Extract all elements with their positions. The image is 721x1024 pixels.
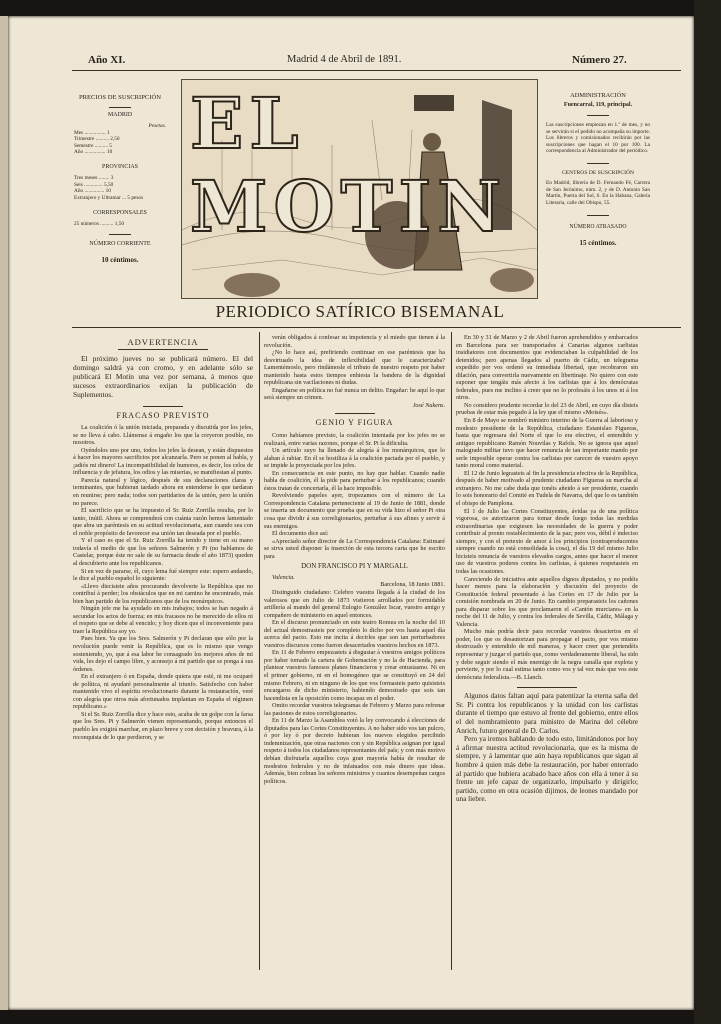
paragraph: Revolviendo papeles ayer, tropezamos con el número de La Correspondencia Catalana perteneciente al 19 de Junio de 1881, donde se inserta un documento que prueba que en su vida hizo el señor Pi otra cosa que dividir á sus correligionarios, perturbar á sus afines y servir á sus enemigos. <box>264 492 445 530</box>
price-row: Seis .............. 5,50 <box>74 181 114 188</box>
paragraph: La coalición ó la unión iniciada, preparada y discutida por los jefes, se no lleva á cabo. Llámense á engaño los que la creyeron posible, no nosotros. <box>73 424 253 447</box>
current-issue-price: 10 céntimos. <box>101 255 139 264</box>
masthead-illustration <box>181 79 538 299</box>
paragraph: Omito recordar vuestros telegramas de Febrero y Marzo para refrenar las pasiones de estos correligionarios. <box>264 702 445 717</box>
price-row: Año ............... 10 <box>74 188 111 195</box>
centros-label: CENTROS DE SUSCRIPCIÓN <box>561 169 635 176</box>
madrid-prices <box>74 130 166 156</box>
header-rule <box>72 70 681 71</box>
paragraph: Pero ya iremos hablando de todo esto, limitándonos por hoy á afirmar nuestra actitud revolucionaria, que es la misma de siempre, y á lamentar que aún haya republicanos que sigan al hombre á quien más debe la restauración, por haber enterrado al partido que hubiera acabado hace años con ella á tener á su frente un jefe capaz de organizarlo, impulsarlo y dirigirlo; partido, como en otra ocasión dijimos, de leones mandado por una liebre. <box>456 735 638 804</box>
signature: José Nakens. <box>412 401 445 409</box>
issue-number: Número 27. <box>572 54 627 66</box>
paragraph: Como habíamos previsto, la coalición intentada por los jefes no se realizará, entre varias razones, porque el Sr. Pi la dificulta. <box>264 432 445 447</box>
column-3 <box>456 334 638 970</box>
pesetas-label: Pesetas. <box>148 123 166 129</box>
madrid-label: MADRID <box>107 112 133 118</box>
subscription-title: PRECIOS DE SUSCRIPCIÓN <box>78 94 162 101</box>
column-divider <box>259 332 260 970</box>
subscription-box <box>74 94 166 264</box>
paragraph: Pues bien. Ya que los Sres. Salmerón y Pi declaran que sólo por la revolución puede venir la República, que es lo mismo que vengo sosteniendo, yo, que á esa labor he consagrado los mejores años de mi vida, les dejo el campo libre, y aconsejo á mi partido que se ponga á sus órdenes. <box>73 635 253 673</box>
issue-date: Madrid 4 de Abril de 1891. <box>287 54 402 65</box>
masthead-rule <box>72 327 681 328</box>
column-2 <box>264 334 445 970</box>
paragraph: Ningún jefe me ha ayudado en mis trabajos; todos se han negado á secundar los actos de fuerza; en mis fracasos no he merecido de ellos ni el respeto que se debe al vencido; y hoy dicen que el inconveniente para traer la República soy yo. <box>73 605 253 635</box>
paragraph: El 1 de Julio las Cortes Constituyentes, ávidas ya de una política vigorosa, os autorizaron para tomar desde luego todas las medidas extraordinarias que exigiesen las necesidades de la guerra y poder contribuir al pronto restablecimiento de la paz; pero vos, débil é indeciso siempre, y con el pretexto de amor á los principios (contraproducentes siempre cuando no está consolidada la cosa), el día 19 del mismo Julio hicisteis renuncia de vuestros elevados cargos, antes que hacer el menor uso de vuestros poderes contra los carlistas, á quienes respetasteis en todas las ocasiones. <box>456 507 638 575</box>
letter-place: Valencia. <box>272 573 295 581</box>
paragraph: verán obligados á confesar su impotencia y el miedo que tienen á la revolución. <box>264 334 445 349</box>
letter-dateline: Barcelona, 18 Junio 1881. <box>380 581 445 589</box>
price-row: Tres meses ........ 3 <box>74 174 114 181</box>
paragraph: El 12 de Junio legrasteis al fin la presidencia efectiva de la República, después de haber motivado al prudente ciudadano Figueras su marcha al extranjero. No me cabe duda que tonéis añeido á ser presidente, cuando lo sois honorario del Comité en Tudela de Navarra, del que lo es también el obispo de Pamplona. <box>456 469 638 508</box>
corresponsales-price: 25 números .......... 1,50 <box>74 221 125 228</box>
masthead-subtitle: PERIODICO SATÍRICO BISEMANAL <box>215 302 505 321</box>
paragraph: Distinguido ciudadano: Celebro vuestra llegada á la ciudad de los valerosos que en Julio de 1873 vistieron arrollados por formidable artillería al mando del general Eulogio González Iscar, vuestro amigo y compañero de ministerio en aquel entonces. <box>264 588 445 619</box>
price-row: Año ................ 10 <box>74 149 113 156</box>
divider <box>517 687 577 688</box>
divider <box>335 413 375 414</box>
paragraph: Y el caso es que el Sr. Ruiz Zorrilla ha tenido y tiene en su mano todavía el medio de que los señores Salmerón y Pi (no hablamos de Castelar, porque éste no sale de su farmacia desde el año 1873) queden al descubierto ante los republicanos. <box>73 537 253 567</box>
divider <box>587 115 609 116</box>
divider <box>109 107 131 108</box>
paragraph: En 11 de Marzo la Asamblea votó la ley convocando á elecciones de diputados para las Cortes Constituyentes. A no haber sido vos tan pulcro, ó por ley ó por decreto hubieran los nuevos elegidos percibido indemnización, que otras naciones con y sin República asignan por igual respeto á todos los ciudadanos representantes del país; y con más motivo debían disfrutarla aquellos cuya gran mayoría había de resultar de modestos federales y no de infatuados con más dinero que ideas. Además, bien cobran los señores ministros y cuantos desempeñan cargos políticos. <box>264 717 445 785</box>
column-1 <box>73 334 253 970</box>
column-divider <box>451 332 452 970</box>
price-row: Semestre .......... 5 <box>74 142 112 149</box>
paragraph: Algunos datos faltan aquí para patentizar la eterna saña del Sr. Pi contra los republicanos y la unidad con los carlistas durante el tiempo que estuvo al frente del gobierno, entre ellos el del nombramiento para ministro de Marina del célebre Anrich, futuro general de D. Carlos. <box>456 692 638 735</box>
paragraph: En 30 y 31 de Marzo y 2 de Abril fueron aprehendidos y embarcados en Barcelona para ser transportados á Canarias algunos carlistas insidiatores con documentos que evidenciaban la culpabilidad de los detenidos; pero apenas llegados al puerto de Cádiz, un telegrama expedido por vos ordenó su inmediata libertad, que recobraron sin dilación, para convertirla nuevamente en libertinaje. No quiero con este suponer que tengáis más afecto á los carlistas que á los demócratas federales, pues me inclino á creer que no lo profesáis á los unos ni á los otros. <box>456 334 638 402</box>
administration-terms: Las suscripciones empiezan en 1.º de mes, y no se servirán si el pedido no acompaña su importe. Los libreros y comisionados recibirán por las suscripciones que hagan el 10 por 100. La correspondencia al Administrador del periódico. <box>546 122 650 155</box>
article-title: FRACASO PREVISTO <box>116 410 210 420</box>
paragraph: ¿No lo hace así, prefiriendo continuar en ese paréntesis que ha desvirtuado la idea de inflexibilidad que le caracterizaba? Lamentémoslo, pero rindámosle el tributo de nuestro respeto por haber mantenido hasta estos tiempos enhiesta la bandera de la dignidad republicana sin vacilaciones ni dudas. <box>264 349 445 387</box>
administration-box <box>546 92 650 247</box>
paragraph: En el discurso pronunciado en este teatro Romea en la noche del 10 del actual demostrasteis por completo lo dicho por vos hasta aquel día acerca del pacto. Esto me incita á decirles que son tan perturbadores vuestros discursos como fueron desacertados vuestros hechos en 1873. <box>264 619 445 649</box>
centros-text: En Madrid, librería de D. Fernando Fé, Carrera de San Jerónimo, núm. 2, y de D. Antonio San Martín, Puerta del Sol, 6. En la Habana, Galería Literaria, calle del Obispo, 55. <box>546 179 650 206</box>
advert-title: ADVERTENCIA <box>127 337 199 347</box>
article-title: GENIO Y FIGURA <box>315 418 394 428</box>
paragraph: «Apreciado señor director de La Correspondencia Catalana: Estimaré se sirva usted disponer la inserción de esta tercera carta que he escrito para <box>264 537 445 560</box>
paragraph: En el extranjero ó en España, donde quiera que esté, ni me ocuparé de política, ni ayudaré personalmente al triunfo. Satisfecho con haber mantenido vivo el espíritu revolucionario durante la restauración, veré con alegría que otros más afortunados implantan en España el régimen republicano.» <box>73 673 253 711</box>
corresponsales-label: CORRESPONSALES <box>93 210 147 217</box>
provincias-prices <box>74 175 166 201</box>
paragraph: No considero prudente recordar lo del 23 de Abril, en cuyo día disteis pruebas de estar más pegado á la ley que el mismo «Moisés». <box>456 401 638 417</box>
scan-border <box>694 0 721 1024</box>
paragraph: Oyéndolos uno por uno, todos los jefes la desean, y están dispuestos á hacer los mayores sacrificios por alcanzarla. Pero se ponen al habla, y ¡adiós mi dinero! La incompatibilidad de humores, es decir, los celos de influencia y de jefatura, los odios y las miserias, se manifiestan al punto. <box>73 446 253 477</box>
price-row: Trimestre .......... 2,50 <box>74 136 120 143</box>
divider <box>143 406 183 407</box>
paragraph: En 8 de Mayo se nombró ministro interino de la Guerra al laborioso y modesto presidente de la República, ciudadano Estanislao Figueras, hasta que regresara del Norte el que lo era efectivo, el entendido y antiguo republicano Ramón Nouvilas y Rafols. No se ignora que aquel malogrado militar tuvo que hacer renuncia de tan importante mando por serle imposible operar contra los carlistas por carecer de vuestro apoyo tanto moral como material. <box>456 417 638 470</box>
divider <box>587 215 609 216</box>
price-row: Mes ................ 1 <box>74 129 110 136</box>
issue-year: Año XI. <box>88 54 126 66</box>
provincias-label: PROVINCIAS <box>101 163 138 170</box>
paragraph: Parecía natural y lógico, después de sus declaraciones claras y terminantes, que hubieran tardado ahora en entenderse lo que tardaran en reunirse; pero nada; todos son partidarios de la unión, pero la unión no parece. <box>73 476 253 507</box>
divider <box>587 163 609 164</box>
price-row: Extranjero y Ultramar ... 5 pesos <box>74 194 144 201</box>
letter-heading: DON FRANCISCO PI Y MARGALL <box>301 562 408 571</box>
paragraph: Si el Sr. Ruiz Zorrilla dice y hace esto, acaba de un golpe con la farsa que los Sres. Pi y Salmerón vienen representando, porque entonces el pueblo les exigirá marchar, en plazo breve y con decisión y bravura, á la reconquista de lo que perdieron, y se <box>73 710 253 741</box>
administration-address: Fuencarral, 119, principal. <box>563 102 633 108</box>
paragraph: En consecuencia en este punto, no hay que hablar. Cuando nadie habla de coalición, él la pide para perturbar á los republicanos; cuando éstos tratan de concertarla, él la hace imposible. <box>264 469 445 492</box>
current-issue-label: NÚMERO CORRIENTE <box>89 240 151 247</box>
title-underline <box>118 349 208 350</box>
paragraph: El documento dice así: <box>272 530 329 538</box>
masthead-title: EL MOTIN <box>190 82 508 248</box>
paragraph: Si en vez de pararse, él, cuyo lema fué siempre este: espero andando, le dice al pueblo español lo siguiente: <box>73 567 253 583</box>
paragraph: Engañarse en política no fué nunca un delito. Engañar: he aquí lo que será siempre un crimen. <box>264 386 445 402</box>
paragraph: «Llevo diecisiete años procurando devolverte la República que no contribuí á perder; los obstáculos que en mi camino he encontrado, más bien han partido de los republicanos que de los monárquicos. <box>73 582 253 605</box>
back-issue-price: 15 céntimos. <box>579 239 617 248</box>
paragraph: El sacrificio que se ha impuesto el Sr. Ruiz Zorrilla resulta, por lo tanto, inútil. Ahora se comprenderá con cuánta razón hemos lamentado que abra un paréntesis en su actitud revolucionaria, aun cuando sea con el noble propósito de favorecer esa unión tan deseada por el pueblo. <box>73 507 253 537</box>
divider <box>109 234 131 235</box>
administration-title: ADMINISTRACIÓN <box>570 92 626 99</box>
paragraph: Mucho más podría decir para recordar vuestros desaciertos en el poder, los que os desautorizan para propagar el pacto, por vos mismo destrozado y entendido de mil maneras, y hacer creer que pretendéis representar y juzgar el partido que, como verdaderamente liberal, ha sido y debe seguir siendo el más enemigo de la negra canalla que explota y pervierte, y por lo cual estima tanto como vos y tal vez más que vos este demócrata federalista.—B. Llanch. <box>456 628 638 681</box>
paragraph: En 11 de Febrero empezasteis á disgustar á vuestros amigos políticos por haber tomado la cartera de Gobernación y no la de Hacienda, para plantear vuestros famosos planes financieros y crear entusiasmo. Ni en el primer gobierno, ni en el homogéneo que se constituyó en 24 del mismo Febrero, ni en ninguno de los que vos formasteis parto quisisteis encargaros de dicho ministerio, habiendo demostrado que sois tan hacendista en la oposición como incapaz en el poder. <box>264 649 445 702</box>
paragraph: Careciendo de iniciativa ante aquellos dignos diputados, y no podéis hacer menos para la elaboración y discusión del proyecto de Constitución federal presentado á las Cortes en 17 de Julio por la comisión nombrada en 20 de Junio. En cambio preparasteis los cañones para disparar sobre los que proclamaron el «Cantón murciano» en la noche del 11 de Julio, y contra los federales de Sevilla, Cádiz, Málaga y Valencia. <box>456 575 638 628</box>
advert-text: El próximo jueves no se publicará número. El del domingo saldrá ya con cromo, y en adelante sólo se publicará El Motín una vez por semana, á menos que sucesos extraordinarios exijan la publicación de Suplementos. <box>73 353 253 400</box>
back-issue-label: NÚMERO ATRASADO <box>569 224 627 231</box>
paragraph: Un artículo suyo ha llenado de alegría á los monárquicos, que lo alaban á rabiar. En él se hostiliza á la coalición pactada por el pueblo, y se impide la proyectada por los jefes. <box>264 447 445 470</box>
